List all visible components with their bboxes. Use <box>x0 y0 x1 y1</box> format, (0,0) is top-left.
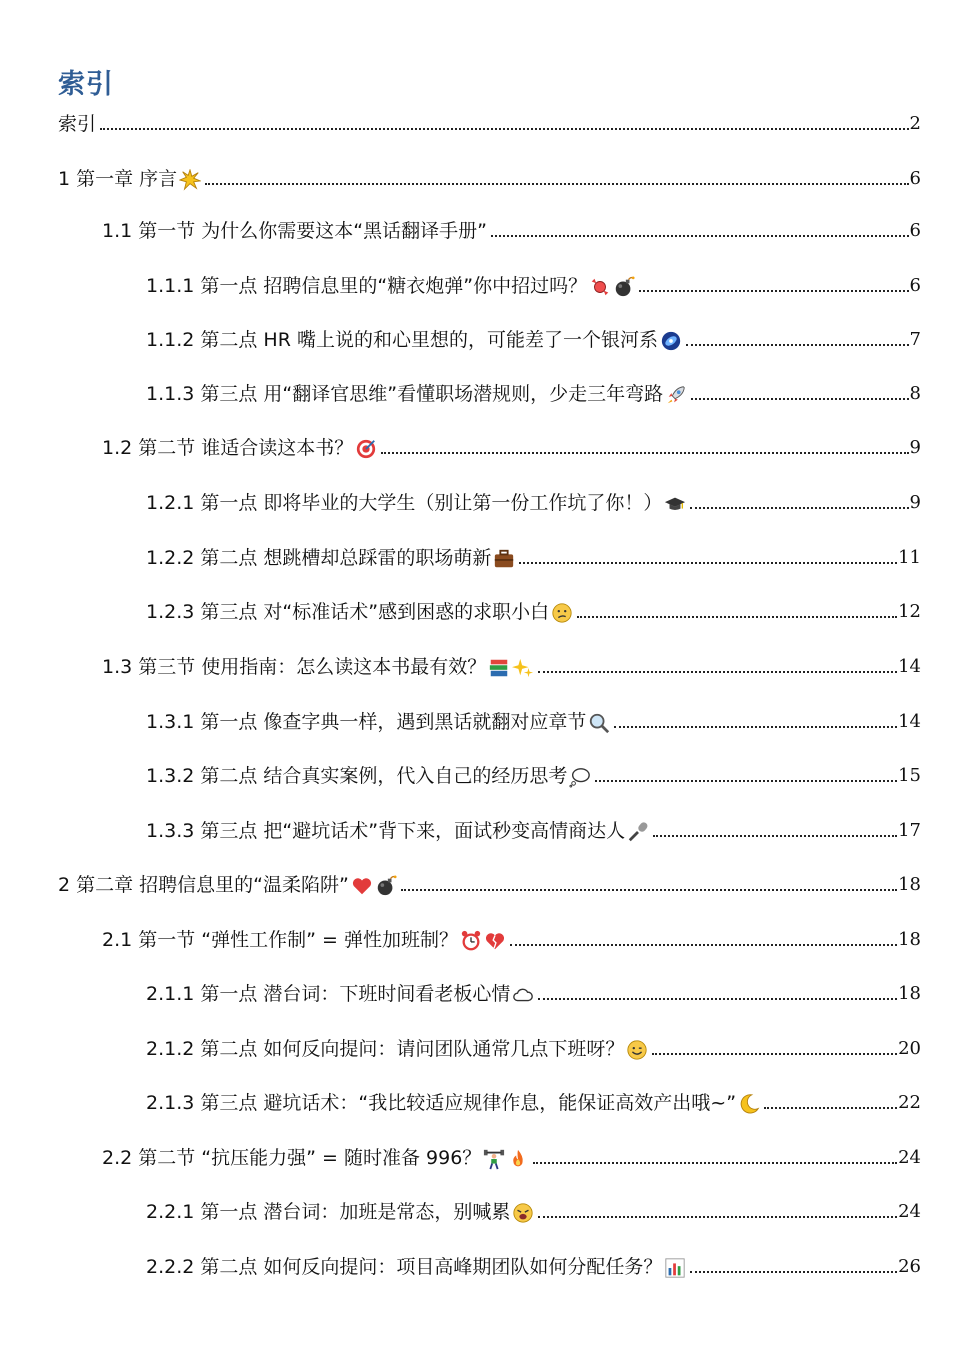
toc-page-number: 2 <box>909 113 921 134</box>
toc-entry-title: 1.2.2 第二点 想跳槽却总踩雷的职场萌新 <box>146 547 492 569</box>
toc-entry-title: 2.1 第一节 “弹性工作制” = 弹性加班制？ <box>102 929 458 951</box>
dot-leader <box>538 671 897 673</box>
toc-entry-title: 1 第一章 序言 <box>58 168 178 190</box>
toc-entry-title: 1.1.2 第二点 HR 嘴上说的和心里想的，可能差了一个银河系 <box>146 329 658 351</box>
toc-page-number: 7 <box>909 329 921 350</box>
toc-entry[interactable] <box>58 104 921 136</box>
dot-leader <box>577 616 897 618</box>
toc-page-number: 9 <box>909 437 921 458</box>
toc-entry[interactable] <box>102 647 921 679</box>
dot-leader <box>538 1216 897 1218</box>
bomb-icon <box>375 875 397 897</box>
toc-entry[interactable] <box>146 538 921 570</box>
toc-entry-title: 1.1.1 第一点 招聘信息里的“糖衣炮弹”你中招过吗？ <box>146 275 588 297</box>
toc-page-number: 15 <box>898 765 921 786</box>
target-icon <box>355 438 377 460</box>
toc-entry-title: 1.3.3 第三点 把“避坑话术”背下来，面试秒变高情商达人 <box>146 820 626 842</box>
toc-entry[interactable] <box>146 374 921 406</box>
sparkle-burst-icon <box>179 169 201 191</box>
toc-page-number: 18 <box>898 874 921 895</box>
dot-leader <box>100 128 909 130</box>
briefcase-icon <box>493 548 515 570</box>
dot-leader <box>381 452 908 454</box>
wink-face-icon <box>626 1039 648 1061</box>
galaxy-icon <box>660 330 682 352</box>
toc-entry-title: 1.1.3 第三点 用“翻译官思维”看懂职场潜规则，少走三年弯路 <box>146 383 664 405</box>
toc-entry[interactable] <box>146 702 921 734</box>
dot-leader <box>614 726 897 728</box>
bomb-icon <box>613 276 635 298</box>
toc-page-number: 24 <box>898 1147 921 1168</box>
bar-chart-icon <box>664 1257 686 1279</box>
toc-entry-title: 1.1 第一节 为什么你需要这本“黑话翻译手册” <box>102 220 487 242</box>
graduation-cap-icon <box>664 493 686 515</box>
toc-entry-title: 1.3 第三节 使用指南：怎么读这本书最有效？ <box>102 656 487 678</box>
dot-leader <box>690 507 908 509</box>
dot-leader <box>639 290 908 292</box>
toc-entry[interactable] <box>146 266 921 298</box>
weightlifter-icon <box>483 1148 505 1170</box>
toc-entry-title: 1.3.1 第一点 像查字典一样，遇到黑话就翻对应章节 <box>146 711 587 733</box>
toc-entry-title: 2 第二章 招聘信息里的“温柔陷阱” <box>58 874 349 896</box>
dot-leader <box>533 1162 897 1164</box>
toc-entry-title: 2.2.2 第二点 如何反向提问：项目高峰期团队如何分配任务？ <box>146 1256 663 1278</box>
toc-page-number: 6 <box>909 220 921 241</box>
heart-icon <box>351 875 373 897</box>
dot-leader <box>595 780 897 782</box>
toc-entry[interactable] <box>146 1247 921 1279</box>
toc-entry[interactable] <box>58 159 921 191</box>
moon-icon <box>738 1093 760 1115</box>
toc-page-number: 12 <box>898 601 921 622</box>
dot-leader <box>519 562 897 564</box>
dot-leader <box>538 998 897 1000</box>
page-heading: 索引 <box>58 69 114 100</box>
toc-entry-title: 2.1.3 第三点 避坑话术：“我比较适应规律作息，能保证高效产出哦~” <box>146 1092 737 1114</box>
toc-entry[interactable] <box>146 320 921 352</box>
toc-page-number: 18 <box>898 929 921 950</box>
cloud-icon <box>512 984 534 1006</box>
toc-entry[interactable] <box>146 592 921 624</box>
dot-leader <box>690 1271 897 1273</box>
dot-leader <box>764 1107 897 1109</box>
toc-entry[interactable] <box>146 1029 921 1061</box>
toc-entry[interactable] <box>102 211 921 243</box>
toc-page-number: 6 <box>909 168 921 189</box>
toc-entry-title: 索引 <box>58 113 97 135</box>
toc-page-number: 8 <box>909 383 921 404</box>
toc-page-number: 17 <box>898 820 921 841</box>
toc-entry-title: 2.2 第二节 “抗压能力强” = 随时准备 996？ <box>102 1147 482 1169</box>
toc-page-number: 11 <box>898 547 921 568</box>
thought-bubble-icon <box>569 766 591 788</box>
alarm-clock-icon <box>460 930 482 952</box>
toc-entry-title: 1.2.3 第三点 对“标准话术”感到困惑的求职小白 <box>146 601 550 623</box>
toc-entry-title: 2.1.1 第一点 潜台词：下班时间看老板心情 <box>146 983 511 1005</box>
books-icon <box>488 657 510 679</box>
toc-page-number: 6 <box>909 275 921 296</box>
magnifier-icon <box>588 712 610 734</box>
dot-leader <box>652 1053 897 1055</box>
toc-entry-title: 1.2.1 第一点 即将毕业的大学生（别让第一份工作坑了你！） <box>146 492 663 514</box>
candy-icon <box>589 276 611 298</box>
dot-leader <box>510 944 897 946</box>
toc-page-number: 9 <box>909 492 921 513</box>
toc-page-number: 14 <box>898 656 921 677</box>
dot-leader <box>491 235 909 237</box>
toc-page-number: 24 <box>898 1201 921 1222</box>
toc-entry[interactable] <box>58 865 921 897</box>
dot-leader <box>691 398 908 400</box>
dot-leader <box>686 344 909 346</box>
toc-entry[interactable] <box>102 428 921 460</box>
microphone-icon <box>627 821 649 843</box>
toc-entry-title: 2.1.2 第二点 如何反向提问：请问团队通常几点下班呀？ <box>146 1038 625 1060</box>
sparkles-icon <box>512 657 534 679</box>
toc-entry-title: 2.2.1 第一点 潜台词：加班是常态，别喊累 <box>146 1201 511 1223</box>
toc-entry[interactable] <box>146 811 921 843</box>
toc-entry[interactable] <box>146 1083 921 1115</box>
toc-entry[interactable] <box>102 920 921 952</box>
fire-icon <box>507 1148 529 1170</box>
toc-page-number: 22 <box>898 1092 921 1113</box>
tired-face-icon <box>512 1202 534 1224</box>
rocket-icon <box>665 384 687 406</box>
toc-entry[interactable] <box>146 974 921 1006</box>
toc-entry-title: 1.2 第二节 谁适合读这本书？ <box>102 437 354 459</box>
toc-entry[interactable] <box>146 483 921 515</box>
broken-heart-icon <box>484 930 506 952</box>
dot-leader <box>653 835 897 837</box>
toc-page-number: 20 <box>898 1038 921 1059</box>
toc-page-number: 26 <box>898 1256 921 1277</box>
toc-entry[interactable] <box>102 1138 921 1170</box>
dot-leader <box>401 889 897 891</box>
toc-page-number: 18 <box>898 983 921 1004</box>
confused-face-icon <box>551 602 573 624</box>
toc-entry-title: 1.3.2 第二点 结合真实案例，代入自己的经历思考 <box>146 765 568 787</box>
toc-entry[interactable] <box>146 1192 921 1224</box>
dot-leader <box>205 183 908 185</box>
toc-page-number: 14 <box>898 711 921 732</box>
toc-entry[interactable] <box>146 756 921 788</box>
